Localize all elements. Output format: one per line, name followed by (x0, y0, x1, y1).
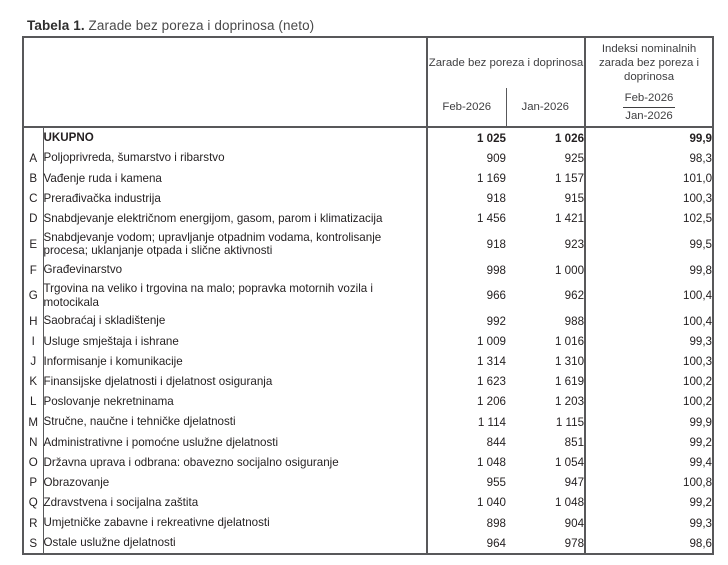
table-caption (27, 18, 314, 33)
table-row (23, 412, 713, 432)
row-activity-name: Administrativne i pomoćne uslužne djelatnosti (43, 432, 427, 452)
row-value-feb: 1 114 (427, 412, 506, 432)
table-row (23, 331, 713, 351)
row-value-index: 101,0 (585, 168, 713, 188)
table-row (23, 473, 713, 493)
row-value-index: 100,3 (585, 352, 713, 372)
row-value-jan: 962 (564, 289, 585, 303)
table-row (23, 127, 713, 148)
row-value-feb: 964 (427, 533, 506, 554)
row-value-jan: 1 016 (555, 334, 585, 348)
row-activity-name: UKUPNO (43, 127, 427, 148)
row-code: G (23, 280, 43, 311)
row-value-jan: 923 (564, 237, 585, 251)
row-activity-name: Snabdjevanje električnom energijom, gasom, parom i klimatizacija (43, 209, 427, 229)
statistics-table-container (22, 36, 712, 555)
row-code: O (23, 452, 43, 472)
row-value-index: 100,2 (585, 392, 713, 412)
row-value-index: 100,2 (585, 372, 713, 392)
row-activity-name: Vađenje ruda i kamena (43, 168, 427, 188)
statistics-table (22, 36, 714, 555)
row-value-feb: 1 169 (427, 168, 506, 188)
row-value-index: 100,4 (585, 280, 713, 311)
row-value-jan: 1 115 (555, 415, 585, 429)
row-code: I (23, 331, 43, 351)
row-code: R (23, 513, 43, 533)
row-value-jan: 904 (564, 516, 585, 530)
row-code: D (23, 209, 43, 229)
row-value-jan: 851 (564, 435, 585, 449)
row-code: F (23, 260, 43, 280)
row-code: J (23, 352, 43, 372)
row-value-index: 98,6 (585, 533, 713, 554)
row-activity-name: Ostale uslužne djelatnosti (43, 533, 427, 554)
row-activity-name: Umjetničke zabavne i rekreativne djelatnosti (43, 513, 427, 533)
table-row (23, 209, 713, 229)
row-code: H (23, 311, 43, 331)
table-row (23, 260, 713, 280)
row-activity-name: Trgovina na veliko i trgovina na malo; popravka motornih vozila i motocikala (43, 280, 427, 311)
table-row (23, 372, 713, 392)
row-activity-name: Snabdjevanje vodom; upravljanje otpadnim vodama, kontrolisanje procesa; uklanjanje otpada i slične aktivnosti (43, 229, 427, 260)
header-column-jan: Jan-2026 (506, 88, 585, 127)
row-value-feb: 844 (427, 432, 506, 452)
header-column-feb: Feb-2026 (427, 88, 506, 127)
row-value-jan: 1 054 (555, 456, 585, 470)
row-code: M (23, 412, 43, 432)
row-value-index: 99,9 (585, 127, 713, 148)
row-value-feb: 1 206 (427, 392, 506, 412)
row-value-feb: 1 040 (427, 493, 506, 513)
row-value-feb: 992 (427, 311, 506, 331)
row-value-index: 100,8 (585, 473, 713, 493)
header-corner-blank (23, 37, 427, 127)
table-row (23, 148, 713, 168)
table-row (23, 168, 713, 188)
row-activity-name: Poljoprivreda, šumarstvo i ribarstvo (43, 148, 427, 168)
table-row (23, 432, 713, 452)
row-value-jan: 1 000 (555, 263, 585, 277)
table-row (23, 229, 713, 260)
row-value-index: 99,3 (585, 513, 713, 533)
row-code: P (23, 473, 43, 493)
row-value-feb: 1 009 (427, 331, 506, 351)
table-row (23, 452, 713, 472)
row-code (23, 127, 43, 148)
row-value-jan: 1 310 (555, 355, 585, 369)
row-code: Q (23, 493, 43, 513)
row-value-feb: 1 025 (427, 127, 506, 148)
row-value-feb: 1 456 (427, 209, 506, 229)
header-group-index: Indeksi nominalnih zarada bez poreza i doprinosa (585, 37, 713, 88)
table-header (23, 37, 713, 127)
row-value-jan: 1 048 (555, 496, 585, 510)
row-code: K (23, 372, 43, 392)
table-caption-number: Tabela 1. (27, 18, 85, 33)
row-value-feb: 1 623 (427, 372, 506, 392)
row-activity-name: Građevinarstvo (43, 260, 427, 280)
table-row (23, 533, 713, 554)
table-body (23, 127, 713, 554)
row-value-index: 99,5 (585, 229, 713, 260)
row-value-jan: 1 421 (555, 212, 585, 226)
header-column-index-ratio (585, 88, 713, 127)
row-activity-name: Stručne, naučne i tehničke djelatnosti (43, 412, 427, 432)
row-value-feb: 918 (427, 189, 506, 209)
row-value-jan: 1 203 (555, 395, 585, 409)
table-row (23, 392, 713, 412)
row-value-jan: 1 026 (506, 127, 585, 148)
index-fraction-numerator: Feb-2026 (623, 91, 676, 108)
row-value-jan: 915 (564, 192, 585, 206)
row-value-index: 99,8 (585, 260, 713, 280)
row-value-jan: 947 (564, 476, 585, 490)
row-activity-name: Informisanje i komunikacije (43, 352, 427, 372)
row-value-jan: 925 (564, 151, 585, 165)
table-row (23, 352, 713, 372)
row-value-index: 99,9 (585, 412, 713, 432)
row-value-index: 98,3 (585, 148, 713, 168)
row-activity-name: Poslovanje nekretninama (43, 392, 427, 412)
row-code: L (23, 392, 43, 412)
row-activity-name: Prerađivačka industrija (43, 189, 427, 209)
row-code: S (23, 533, 43, 554)
row-value-feb: 966 (427, 280, 506, 311)
index-fraction-denominator: Jan-2026 (625, 109, 673, 122)
table-row (23, 493, 713, 513)
row-value-feb: 1 314 (427, 352, 506, 372)
row-activity-name: Zdravstvena i socijalna zaštita (43, 493, 427, 513)
table-caption-text: Zarade bez poreza i doprinosa (neto) (84, 18, 315, 33)
header-group-earnings: Zarade bez poreza i doprinosa (427, 37, 585, 88)
row-value-index: 100,3 (585, 189, 713, 209)
row-value-index: 99,4 (585, 452, 713, 472)
table-row (23, 311, 713, 331)
row-value-index: 100,4 (585, 311, 713, 331)
table-row (23, 280, 713, 311)
row-value-index: 99,2 (585, 493, 713, 513)
row-value-feb: 898 (427, 513, 506, 533)
row-value-jan: 978 (506, 533, 585, 554)
row-activity-name: Finansijske djelatnosti i djelatnost osiguranja (43, 372, 427, 392)
row-value-jan: 988 (564, 314, 585, 328)
row-value-jan: 1 157 (555, 171, 585, 185)
row-value-feb: 955 (427, 473, 506, 493)
row-code: N (23, 432, 43, 452)
row-code: C (23, 189, 43, 209)
row-value-jan: 1 619 (555, 375, 585, 389)
row-code: B (23, 168, 43, 188)
row-value-index: 102,5 (585, 209, 713, 229)
row-value-feb: 918 (427, 229, 506, 260)
row-activity-name: Obrazovanje (43, 473, 427, 493)
row-activity-name: Saobraćaj i skladištenje (43, 311, 427, 331)
index-fraction (623, 91, 676, 123)
row-code: E (23, 229, 43, 260)
row-value-feb: 909 (427, 148, 506, 168)
row-code: A (23, 148, 43, 168)
table-header-row-groups (23, 37, 713, 88)
row-activity-name: Državna uprava i odbrana: obavezno socijalno osiguranje (43, 452, 427, 472)
row-value-index: 99,3 (585, 331, 713, 351)
row-value-feb: 998 (427, 260, 506, 280)
row-value-feb: 1 048 (427, 452, 506, 472)
row-value-index: 99,2 (585, 432, 713, 452)
table-row (23, 189, 713, 209)
row-activity-name: Usluge smještaja i ishrane (43, 331, 427, 351)
table-row (23, 513, 713, 533)
